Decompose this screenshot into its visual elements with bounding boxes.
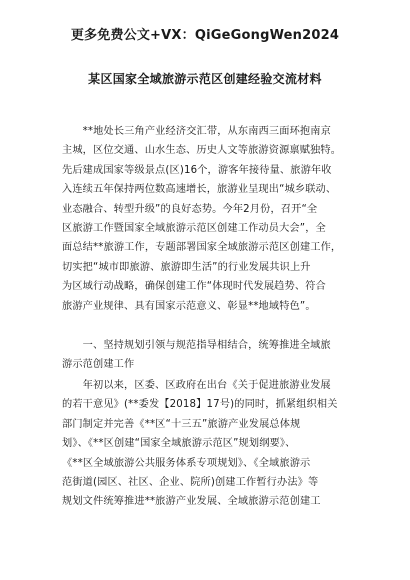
watermark-header: 更多免费公文+VX：QiGeGongWen2024	[70, 28, 340, 43]
text-line: 旅游产业规律、具有国家示范意义、彰显**地域特色”。	[62, 300, 316, 312]
text-line: 年初以来，区委、区政府在出台《关于促进旅游业发展	[62, 380, 331, 391]
text-line: 业态融合、转型升级”的良好态势。今年2月份，召开“全	[62, 203, 318, 215]
text-line: 范街道(园区、社区、企业、院所)创建工作暂行办法》等	[62, 476, 319, 488]
text-line: 区旅游工作暨国家全域旅游示范区创建工作动员大会”，全	[62, 222, 326, 234]
text-line: 划》、《**区创建“国家全域旅游示范区”规划纲要》、	[62, 438, 296, 450]
text-line: 部门制定并完善《**区“十三五”旅游产业发展总体规	[62, 418, 301, 430]
text-line: 为区域行动战略，确保创建工作“体现时代发展趋势、符合	[62, 281, 326, 293]
section-heading-one	[62, 336, 354, 375]
text-line: 一、坚持规划引领与规范指导相结合，统筹推进全域旅	[62, 340, 331, 351]
text-line: **地处长三角产业经济交汇带，从东南西三面环抱南京	[62, 126, 331, 137]
paragraph-intro	[62, 122, 354, 316]
document-title: 某区国家全域旅游示范区创建经验交流材料	[88, 72, 322, 86]
text-line: 入连续五年保持两位数高速增长，旅游业呈现出“城乡联动、	[62, 184, 337, 196]
text-line: 主城，区位交通、山水生态、历史人文等旅游资源禀赋独特。	[62, 145, 342, 157]
text-line: 规划文件统筹推进**旅游产业发展、全域旅游示范创建工	[62, 496, 321, 508]
text-line: 的若干意见》(**委发【2018】17号)的同时，抓紧组织相关	[62, 399, 338, 411]
text-line: 《**区全域旅游公共服务体系专项规划》、《全域旅游示	[62, 457, 311, 469]
text-line: 先后建成国家等级景点(区)16个，游客年接待量、旅游年收	[62, 164, 332, 176]
text-line: 面总结**旅游工作，专题部署国家全域旅游示范区创建工作，	[62, 242, 342, 254]
text-line: 游示范创建工作	[62, 359, 135, 371]
text-line: 切实把“城市即旅游、旅游即生活”的行业发展共识上升	[62, 261, 311, 273]
paragraph-section-one	[62, 376, 354, 512]
